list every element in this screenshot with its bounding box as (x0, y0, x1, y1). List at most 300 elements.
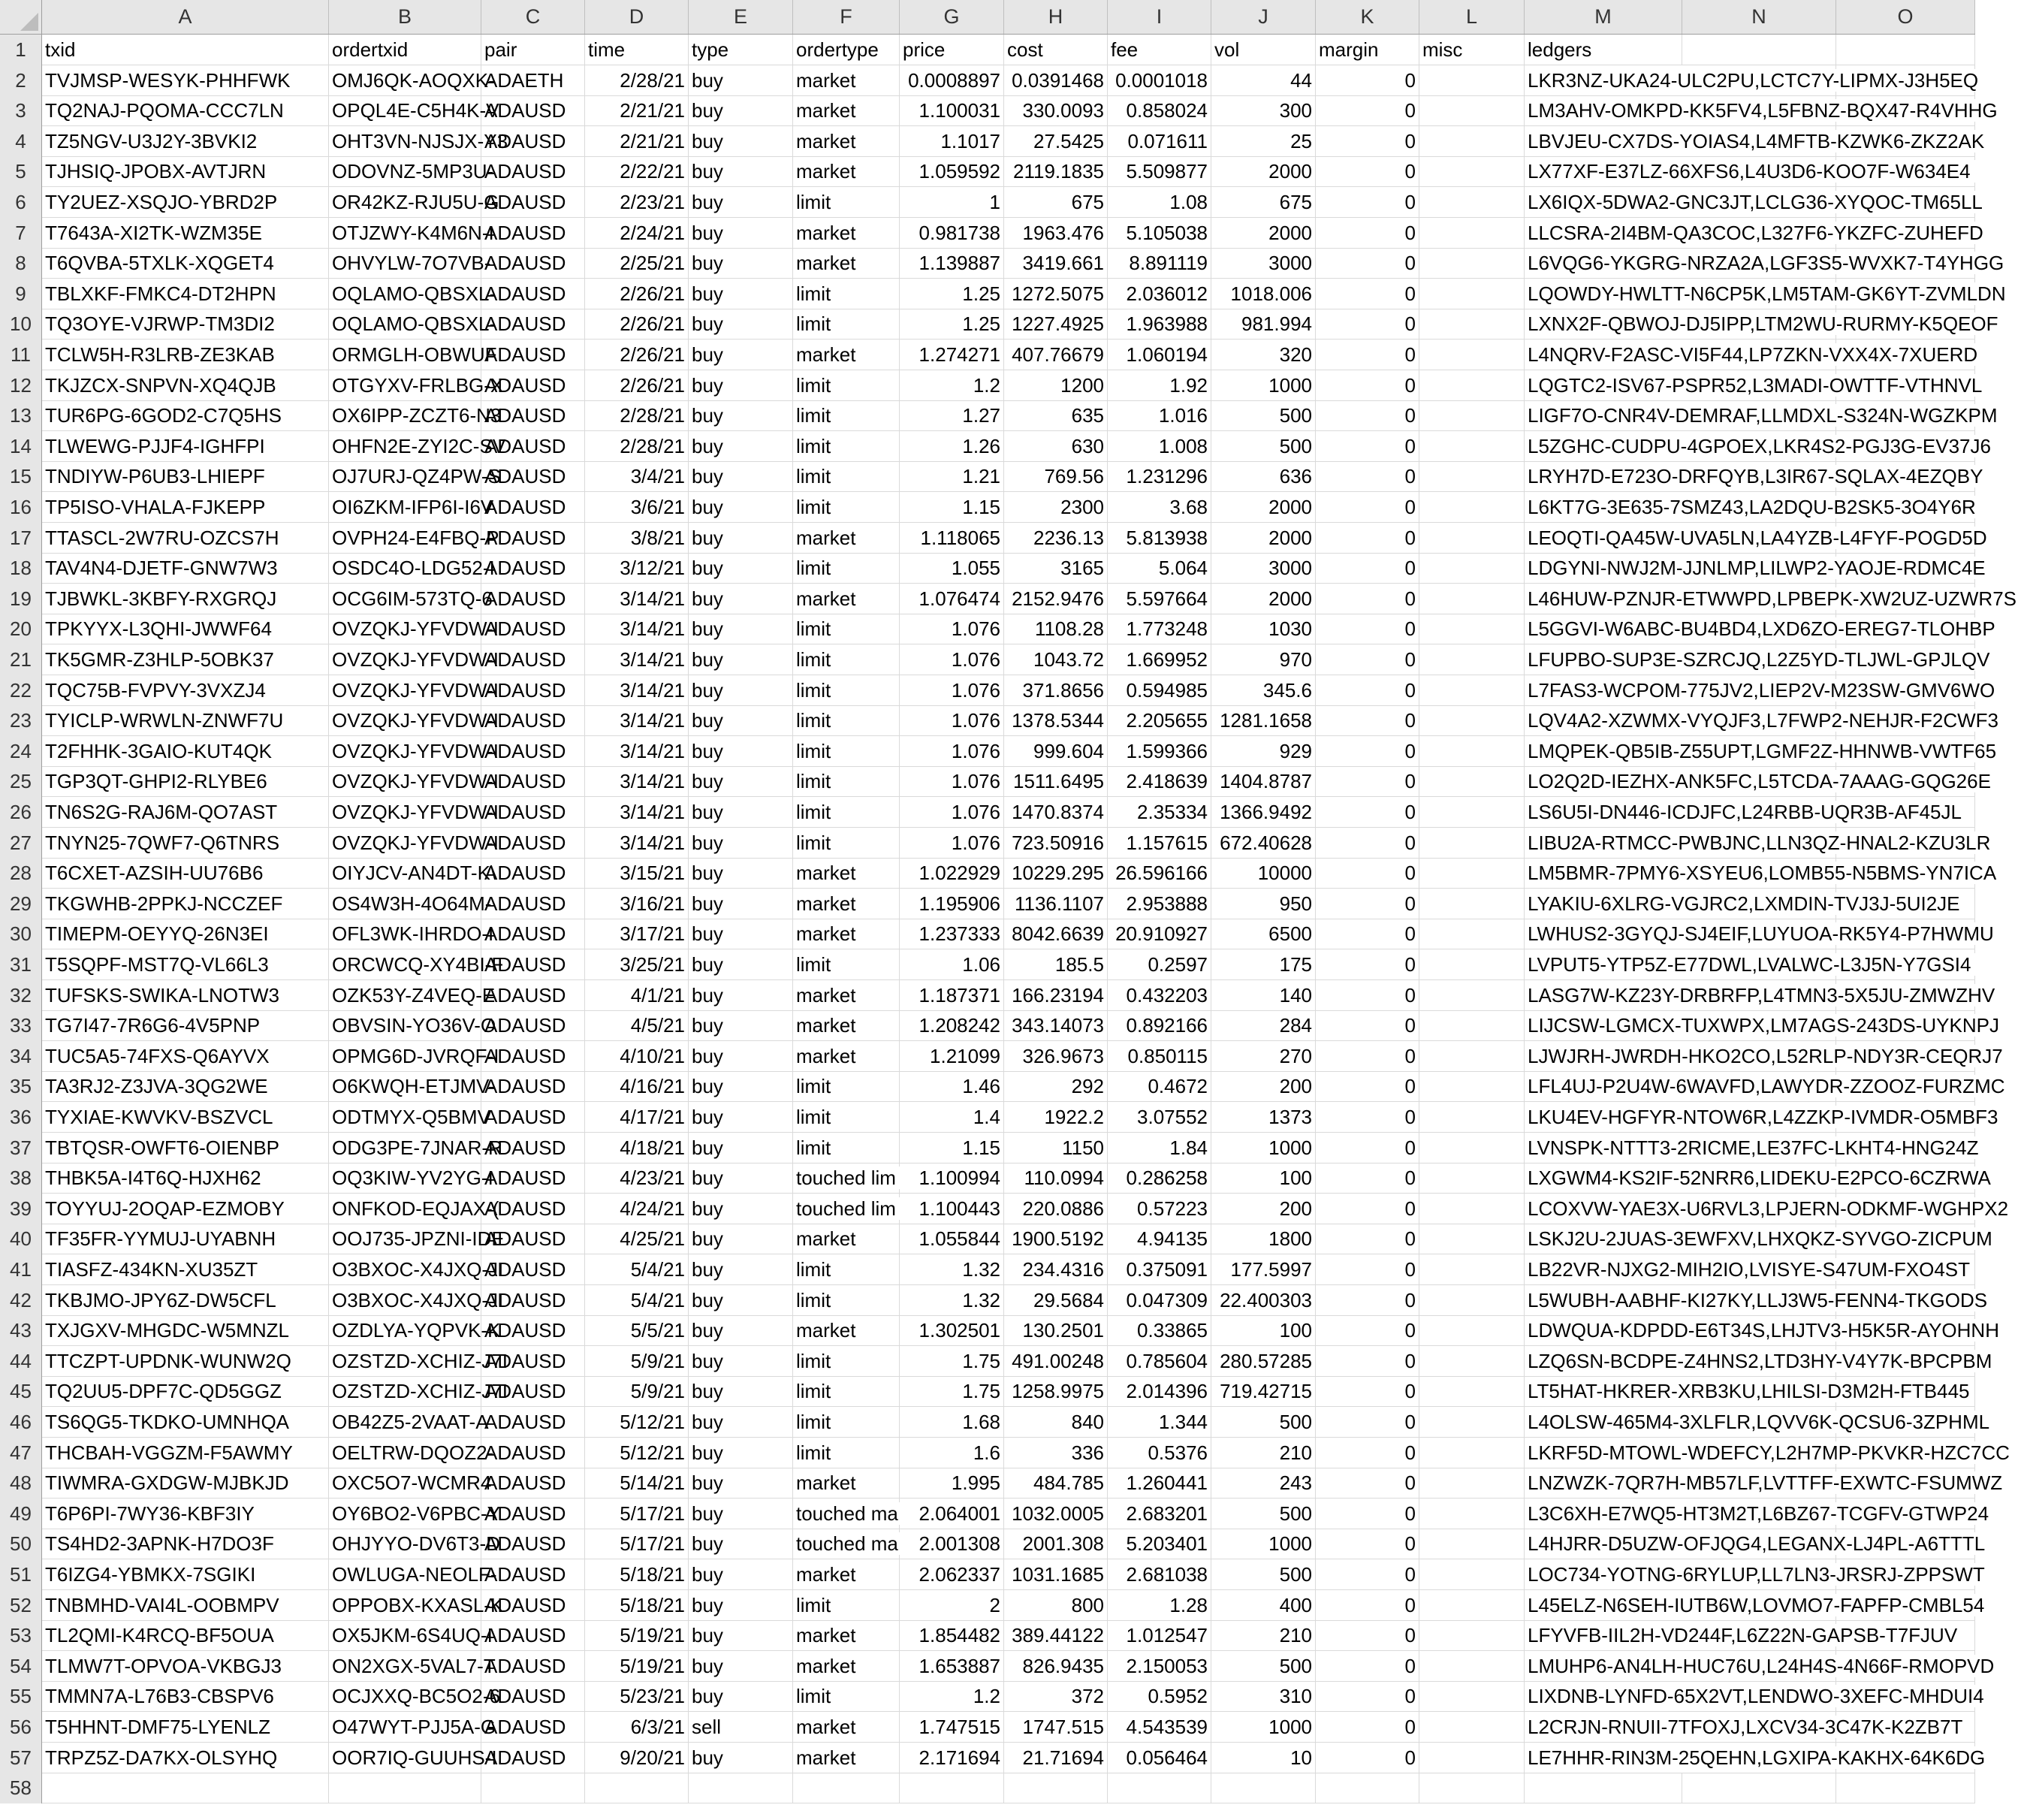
cell-k[interactable]: 0 (1316, 980, 1419, 1010)
cell-c[interactable]: ADAUSD (481, 248, 585, 278)
cell-a[interactable]: T6IZG4-YBMKX-7SGIKI (42, 1559, 329, 1589)
cell-h[interactable]: 1227.4925 (1004, 309, 1108, 339)
cell-b[interactable]: O47WYT-PJJ5A-G (329, 1712, 481, 1742)
cell-h[interactable]: 769.56 (1004, 461, 1108, 491)
cell-c[interactable]: ADAUSD (481, 1559, 585, 1589)
cell-g[interactable]: 1.06 (900, 949, 1004, 979)
cell-k[interactable]: 0 (1316, 1102, 1419, 1132)
cell-h[interactable]: 2001.308 (1004, 1529, 1108, 1559)
cell-m[interactable] (1525, 1468, 2003, 1498)
cell-f[interactable] (793, 1133, 900, 1163)
cell-j[interactable]: 500 (1211, 431, 1316, 461)
cell-k[interactable]: 0 (1316, 644, 1419, 675)
cell-d[interactable]: 3/17/21 (585, 919, 689, 949)
cell-a[interactable]: T2FHHK-3GAIO-KUT4QK (42, 736, 329, 766)
cell-b[interactable]: OVZQKJ-YFVDW-I (329, 828, 481, 858)
row-number[interactable]: 22 (0, 675, 42, 706)
cell-c[interactable]: ADAUSD (481, 980, 585, 1010)
row-number[interactable]: 46 (0, 1407, 42, 1438)
cell-b[interactable]: OZSTZD-XCHIZ-J7I (329, 1376, 481, 1406)
cell-i[interactable]: 1.773248 (1108, 614, 1211, 644)
cell-l[interactable] (1419, 1499, 1525, 1529)
cell-h[interactable]: 0.0391468 (1004, 65, 1108, 95)
cell-b[interactable]: OCJXXQ-BC5O2-6 (329, 1681, 481, 1711)
cell-a[interactable]: TUFSKS-SWIKA-LNOTW3 (42, 980, 329, 1010)
row-number[interactable]: 37 (0, 1133, 42, 1164)
cell-e[interactable]: buy (689, 1438, 793, 1468)
cell-m[interactable] (1525, 797, 1975, 827)
cell-d[interactable]: 5/19/21 (585, 1620, 689, 1650)
cell-m[interactable] (1525, 1010, 1999, 1040)
cell-h[interactable]: 1272.5075 (1004, 279, 1108, 309)
cell-h[interactable]: 2152.9476 (1004, 584, 1108, 614)
cell-h[interactable]: 630 (1004, 431, 1108, 461)
cell-d[interactable]: 4/23/21 (585, 1163, 689, 1193)
cell-a[interactable]: TQ3OYE-VJRWP-TM3DI2 (42, 309, 329, 339)
cell-h[interactable]: 2119.1835 (1004, 156, 1108, 186)
cell-l[interactable] (1419, 95, 1525, 125)
cell-d[interactable]: 5/12/21 (585, 1438, 689, 1468)
cell-d[interactable]: 2/28/21 (585, 400, 689, 430)
cell-j[interactable]: 675 (1211, 187, 1316, 217)
cell-h[interactable]: 723.50916 (1004, 828, 1108, 858)
cell-j[interactable]: 500 (1211, 400, 1316, 430)
cell-b[interactable]: OVZQKJ-YFVDW-I (329, 797, 481, 827)
cell-j[interactable]: 25 (1211, 126, 1316, 156)
cell-k[interactable]: 0 (1316, 705, 1419, 735)
cell-i[interactable]: 5.597664 (1108, 584, 1211, 614)
cell-a[interactable] (42, 1773, 329, 1803)
cell-c[interactable]: ADAUSD (481, 1620, 585, 1650)
column-header-h[interactable]: H (1004, 0, 1108, 34)
cell-l[interactable] (1419, 431, 1525, 461)
cell-e[interactable]: buy (689, 1743, 793, 1773)
cell-b[interactable]: ODG3PE-7JNAR-R (329, 1133, 481, 1163)
row-number[interactable]: 52 (0, 1590, 42, 1621)
header-cell-b[interactable]: ordertxid (329, 35, 481, 65)
row-number[interactable]: 49 (0, 1499, 42, 1529)
cell-a[interactable]: TG7I47-7R6G6-4V5PNP (42, 1010, 329, 1040)
cell-i[interactable]: 0.375091 (1108, 1254, 1211, 1284)
cell-j[interactable]: 1000 (1211, 370, 1316, 400)
cell-e[interactable]: buy (689, 1651, 793, 1681)
header-cell-i[interactable]: fee (1108, 35, 1211, 65)
cell-l[interactable] (1419, 1010, 1525, 1040)
cell-k[interactable]: 0 (1316, 1346, 1419, 1376)
cell-l[interactable] (1419, 1254, 1525, 1284)
cell-e[interactable]: buy (689, 1681, 793, 1711)
cell-e[interactable]: buy (689, 1346, 793, 1376)
cell-b[interactable]: OSDC4O-LDG52-I (329, 553, 481, 583)
cell-h[interactable]: 1963.476 (1004, 218, 1108, 248)
cell-h[interactable]: 336 (1004, 1438, 1108, 1468)
cell-m[interactable] (1525, 1681, 1984, 1711)
row-number[interactable]: 14 (0, 431, 42, 462)
cell-k[interactable]: 0 (1316, 248, 1419, 278)
cell-j[interactable]: 1000 (1211, 1712, 1316, 1742)
cell-j[interactable] (1211, 1773, 1316, 1803)
cell-m[interactable] (1525, 644, 1990, 675)
cell-h[interactable]: 1108.28 (1004, 614, 1108, 644)
cell-l[interactable] (1419, 584, 1525, 614)
cell-d[interactable]: 5/12/21 (585, 1407, 689, 1437)
row-number[interactable]: 24 (0, 736, 42, 767)
cell-b[interactable]: OVZQKJ-YFVDW-I (329, 705, 481, 735)
cell-g[interactable]: 1.995 (900, 1468, 1004, 1498)
row-number[interactable]: 34 (0, 1041, 42, 1072)
cell-m[interactable] (1525, 279, 2006, 309)
cell-d[interactable]: 6/3/21 (585, 1712, 689, 1742)
cell-f[interactable] (793, 889, 900, 919)
cell-m[interactable] (1525, 1315, 1999, 1345)
cell-d[interactable]: 2/28/21 (585, 431, 689, 461)
cell-g[interactable]: 1.747515 (900, 1712, 1004, 1742)
cell-k[interactable]: 0 (1316, 95, 1419, 125)
cell-e[interactable]: buy (689, 400, 793, 430)
cell-a[interactable]: TAV4N4-DJETF-GNW7W3 (42, 553, 329, 583)
cell-k[interactable]: 0 (1316, 187, 1419, 217)
cell-c[interactable] (481, 1773, 585, 1803)
cell-a[interactable]: TTCZPT-UPDNK-WUNW2Q (42, 1346, 329, 1376)
cell-i[interactable]: 3.07552 (1108, 1102, 1211, 1132)
cell-b[interactable]: OJ7URJ-QZ4PW-S (329, 461, 481, 491)
cell-a[interactable]: TIASFZ-434KN-XU35ZT (42, 1254, 329, 1284)
cell-d[interactable]: 3/15/21 (585, 858, 689, 888)
cell-f[interactable] (793, 1468, 900, 1498)
cell-b[interactable]: OVZQKJ-YFVDW-I (329, 644, 481, 675)
cell-i[interactable]: 1.28 (1108, 1590, 1211, 1620)
cell-f[interactable] (793, 1041, 900, 1071)
cell-e[interactable]: buy (689, 1071, 793, 1101)
cell-h[interactable]: 10229.295 (1004, 858, 1108, 888)
cell-i[interactable]: 3.68 (1108, 492, 1211, 522)
cell-l[interactable] (1419, 1773, 1525, 1803)
cell-j[interactable]: 3000 (1211, 248, 1316, 278)
cell-l[interactable] (1419, 766, 1525, 796)
cell-f[interactable] (793, 279, 900, 309)
cell-i[interactable]: 1.231296 (1108, 461, 1211, 491)
cell-f[interactable] (793, 1254, 900, 1284)
cell-i[interactable]: 1.599366 (1108, 736, 1211, 766)
cell-i[interactable]: 4.543539 (1108, 1712, 1211, 1742)
cell-g[interactable]: 2.001308 (900, 1529, 1004, 1559)
cell-c[interactable]: ADAUSD (481, 828, 585, 858)
cell-g[interactable]: 1.100031 (900, 95, 1004, 125)
header-cell-h[interactable]: cost (1004, 35, 1108, 65)
cell-h[interactable]: 491.00248 (1004, 1346, 1108, 1376)
cell-e[interactable]: buy (689, 309, 793, 339)
cell-j[interactable]: 929 (1211, 736, 1316, 766)
cell-d[interactable]: 3/14/21 (585, 797, 689, 827)
cell-c[interactable]: ADAUSD (481, 461, 585, 491)
cell-g[interactable]: 1.100994 (900, 1163, 1004, 1193)
cell-j[interactable]: 2000 (1211, 584, 1316, 614)
cell-d[interactable]: 2/25/21 (585, 248, 689, 278)
cell-e[interactable]: buy (689, 523, 793, 553)
cell-h[interactable]: 389.44122 (1004, 1620, 1108, 1650)
cell-a[interactable]: TQ2UU5-DPF7C-QD5GGZ (42, 1376, 329, 1406)
cell-a[interactable]: TY2UEZ-XSQJO-YBRD2P (42, 187, 329, 217)
cell-l[interactable] (1419, 1743, 1525, 1773)
row-number[interactable]: 31 (0, 949, 42, 980)
cell-a[interactable]: TKJZCX-SNPVN-XQ4QJB (42, 370, 329, 400)
cell-h[interactable]: 1150 (1004, 1133, 1108, 1163)
cell-k[interactable]: 0 (1316, 1133, 1419, 1163)
cell-j[interactable]: 400 (1211, 1590, 1316, 1620)
cell-d[interactable] (585, 1773, 689, 1803)
cell-k[interactable]: 0 (1316, 766, 1419, 796)
cell-f[interactable] (793, 1346, 900, 1376)
cell-l[interactable] (1419, 1712, 1525, 1742)
cell-d[interactable]: 4/24/21 (585, 1194, 689, 1224)
cell-c[interactable]: ADAUSD (481, 766, 585, 796)
cell-e[interactable]: buy (689, 248, 793, 278)
cell-l[interactable] (1419, 1651, 1525, 1681)
cell-j[interactable]: 100 (1211, 1315, 1316, 1345)
cell-j[interactable]: 2000 (1211, 218, 1316, 248)
cell-m[interactable] (1525, 614, 1995, 644)
cell-i[interactable]: 2.681038 (1108, 1559, 1211, 1589)
row-number[interactable]: 11 (0, 340, 42, 370)
cell-g[interactable]: 1 (900, 187, 1004, 217)
cell-c[interactable]: ADAUSD (481, 1529, 585, 1559)
cell-k[interactable]: 0 (1316, 126, 1419, 156)
cell-a[interactable]: THCBAH-VGGZM-F5AWMY (42, 1438, 329, 1468)
cell-f[interactable] (793, 95, 900, 125)
cell-l[interactable] (1419, 1681, 1525, 1711)
cell-f[interactable] (793, 248, 900, 278)
cell-f[interactable] (793, 1376, 900, 1406)
row-number[interactable]: 26 (0, 797, 42, 828)
cell-d[interactable]: 3/14/21 (585, 584, 689, 614)
cell-m[interactable] (1525, 584, 2017, 614)
cell-d[interactable]: 3/14/21 (585, 766, 689, 796)
cell-a[interactable]: TYXIAE-KWVKV-BSZVCL (42, 1102, 329, 1132)
cell-m[interactable] (1525, 1285, 1988, 1315)
cell-c[interactable]: ADAUSD (481, 1315, 585, 1345)
cell-i[interactable]: 0.33865 (1108, 1315, 1211, 1345)
column-header-k[interactable]: K (1316, 0, 1419, 34)
cell-j[interactable]: 345.6 (1211, 675, 1316, 705)
cell-j[interactable]: 1030 (1211, 614, 1316, 644)
cell-a[interactable]: TP5ISO-VHALA-FJKEPP (42, 492, 329, 522)
cell-e[interactable]: buy (689, 1590, 793, 1620)
cell-a[interactable]: T6CXET-AZSIH-UU76B6 (42, 858, 329, 888)
cell-d[interactable]: 2/26/21 (585, 309, 689, 339)
cell-m[interactable] (1525, 461, 1983, 491)
cell-i[interactable]: 1.344 (1108, 1407, 1211, 1437)
cell-g[interactable]: 1.076 (900, 736, 1004, 766)
cell-m[interactable] (1525, 736, 1997, 766)
cell-l[interactable] (1419, 919, 1525, 949)
cell-a[interactable]: TJBWKL-3KBFY-RXGRQJ (42, 584, 329, 614)
cell-c[interactable]: ADAUSD (481, 218, 585, 248)
cell-i[interactable]: 1.157615 (1108, 828, 1211, 858)
header-cell-g[interactable]: price (900, 35, 1004, 65)
cell-c[interactable]: ADAUSD (481, 1071, 585, 1101)
cell-k[interactable]: 0 (1316, 156, 1419, 186)
cell-g[interactable]: 1.302501 (900, 1315, 1004, 1345)
column-header-o[interactable]: O (1836, 0, 1975, 34)
cell-l[interactable] (1419, 218, 1525, 248)
cell-c[interactable]: ADAUSD (481, 584, 585, 614)
cell-h[interactable]: 407.76679 (1004, 340, 1108, 370)
row-number[interactable]: 32 (0, 980, 42, 1011)
cell-i[interactable]: 0.57223 (1108, 1194, 1211, 1224)
cell-c[interactable]: ADAUSD (481, 1438, 585, 1468)
cell-b[interactable]: O3BXOC-X4JXQ-JI (329, 1254, 481, 1284)
cell-f[interactable] (793, 400, 900, 430)
cell-g[interactable]: 1.076 (900, 614, 1004, 644)
cell-e[interactable]: buy (689, 828, 793, 858)
cell-m[interactable] (1525, 919, 1994, 949)
cell-i[interactable]: 2.418639 (1108, 766, 1211, 796)
cell-m[interactable] (1525, 248, 2004, 278)
cell-f[interactable] (793, 65, 900, 95)
cell-i[interactable]: 1.060194 (1108, 340, 1211, 370)
cell-j[interactable]: 2000 (1211, 492, 1316, 522)
cell-d[interactable]: 4/10/21 (585, 1041, 689, 1071)
cell-f[interactable] (793, 1590, 900, 1620)
cell-d[interactable]: 2/23/21 (585, 187, 689, 217)
cell-f[interactable] (793, 156, 900, 186)
cell-g[interactable]: 1.21 (900, 461, 1004, 491)
cell-k[interactable]: 0 (1316, 1254, 1419, 1284)
cell-m[interactable] (1525, 1438, 2010, 1468)
row-number[interactable]: 42 (0, 1285, 42, 1316)
cell-b[interactable]: OVZQKJ-YFVDW-I (329, 736, 481, 766)
cell-d[interactable]: 2/26/21 (585, 340, 689, 370)
cell-l[interactable] (1419, 1102, 1525, 1132)
cell-m[interactable] (1525, 218, 1983, 248)
cell-c[interactable]: ADAUSD (481, 95, 585, 125)
cell-f[interactable] (793, 523, 900, 553)
cell-j[interactable]: 1281.1658 (1211, 705, 1316, 735)
cell-g[interactable]: 2.062337 (900, 1559, 1004, 1589)
cell-j[interactable]: 500 (1211, 1407, 1316, 1437)
cell-c[interactable]: ADAUSD (481, 736, 585, 766)
cell-f[interactable] (793, 919, 900, 949)
cell-g[interactable]: 1.32 (900, 1254, 1004, 1284)
row-number[interactable]: 41 (0, 1254, 42, 1285)
cell-e[interactable]: buy (689, 705, 793, 735)
cell-a[interactable]: T6P6PI-7WY36-KBF3IY (42, 1499, 329, 1529)
cell-m[interactable] (1525, 1407, 1990, 1437)
cell-i[interactable]: 1.963988 (1108, 309, 1211, 339)
cell-l[interactable] (1419, 1529, 1525, 1559)
cell-f[interactable] (793, 828, 900, 858)
cell-i[interactable]: 2.683201 (1108, 1499, 1211, 1529)
cell-a[interactable]: TRPZ5Z-DA7KX-OLSYHQ (42, 1743, 329, 1773)
cell-c[interactable]: ADAUSD (481, 1346, 585, 1376)
cell-m[interactable] (1525, 980, 1995, 1010)
cell-d[interactable]: 5/4/21 (585, 1285, 689, 1315)
cell-a[interactable]: TNYN25-7QWF7-Q6TNRS (42, 828, 329, 858)
cell-h[interactable]: 8042.6639 (1004, 919, 1108, 949)
cell-l[interactable] (1419, 340, 1525, 370)
cell-c[interactable]: ADAUSD (481, 1681, 585, 1711)
cell-l[interactable] (1419, 1438, 1525, 1468)
row-number[interactable]: 3 (0, 95, 42, 126)
cell-e[interactable]: buy (689, 919, 793, 949)
cell-f[interactable] (793, 187, 900, 217)
cell-m[interactable] (1525, 1376, 1975, 1406)
cell-g[interactable]: 1.2 (900, 370, 1004, 400)
header-cell-c[interactable]: pair (481, 35, 585, 65)
column-header-j[interactable]: J (1211, 0, 1316, 34)
cell-c[interactable]: ADAUSD (481, 1468, 585, 1498)
cell-f[interactable] (793, 797, 900, 827)
cell-d[interactable]: 5/18/21 (585, 1590, 689, 1620)
row-number[interactable]: 38 (0, 1163, 42, 1194)
row-number[interactable]: 57 (0, 1743, 42, 1773)
row-number[interactable]: 8 (0, 248, 42, 279)
cell-a[interactable]: T7643A-XI2TK-WZM35E (42, 218, 329, 248)
cell-a[interactable]: TZ5NGV-U3J2Y-3BVKI2 (42, 126, 329, 156)
row-number[interactable]: 4 (0, 126, 42, 157)
cell-d[interactable]: 3/8/21 (585, 523, 689, 553)
cell-b[interactable]: O3BXOC-X4JXQ-JI (329, 1285, 481, 1315)
cell-c[interactable]: ADAUSD (481, 1010, 585, 1040)
cell-a[interactable]: TIMEPM-OEYYQ-26N3EI (42, 919, 329, 949)
cell-h[interactable]: 3165 (1004, 553, 1108, 583)
cell-a[interactable]: TCLW5H-R3LRB-ZE3KAB (42, 340, 329, 370)
cell-e[interactable]: buy (689, 614, 793, 644)
cell-h[interactable]: 292 (1004, 1071, 1108, 1101)
cell-k[interactable]: 0 (1316, 370, 1419, 400)
cell-e[interactable]: buy (689, 797, 793, 827)
cell-g[interactable]: 1.15 (900, 492, 1004, 522)
cell-j[interactable]: 320 (1211, 340, 1316, 370)
cell-j[interactable]: 1800 (1211, 1224, 1316, 1254)
column-header-n[interactable]: N (1682, 0, 1836, 34)
cell-c[interactable]: ADAUSD (481, 1651, 585, 1681)
cell-e[interactable]: buy (689, 1041, 793, 1071)
cell-m[interactable] (1525, 492, 1975, 522)
cell-c[interactable]: ADAUSD (481, 523, 585, 553)
cell-f[interactable] (793, 1407, 900, 1437)
cell-k[interactable]: 0 (1316, 1194, 1419, 1224)
cell-b[interactable]: OB42Z5-2VAAT-A (329, 1407, 481, 1437)
cell-g[interactable]: 1.237333 (900, 919, 1004, 949)
cell-h[interactable]: 110.0994 (1004, 1163, 1108, 1193)
cell-c[interactable]: ADAUSD (481, 1499, 585, 1529)
cell-b[interactable]: OVPH24-E4FBQ-P (329, 523, 481, 553)
cell-b[interactable]: ORMGLH-OBWUF (329, 340, 481, 370)
cell-c[interactable]: ADAUSD (481, 1376, 585, 1406)
cell-l[interactable] (1419, 1620, 1525, 1650)
cell-h[interactable]: 330.0093 (1004, 95, 1108, 125)
cell-h[interactable]: 1900.5192 (1004, 1224, 1108, 1254)
cell-b[interactable]: O6KWQH-ETJMV- (329, 1071, 481, 1101)
cell-e[interactable]: buy (689, 279, 793, 309)
cell-l[interactable] (1419, 1376, 1525, 1406)
cell-k[interactable]: 0 (1316, 858, 1419, 888)
cell-i[interactable]: 2.35334 (1108, 797, 1211, 827)
cell-l[interactable] (1419, 1071, 1525, 1101)
cell-e[interactable]: buy (689, 949, 793, 979)
cell-j[interactable]: 177.5997 (1211, 1254, 1316, 1284)
cell-j[interactable]: 500 (1211, 1499, 1316, 1529)
cell-e[interactable]: buy (689, 1010, 793, 1040)
row-number[interactable]: 5 (0, 156, 42, 187)
cell-h[interactable]: 635 (1004, 400, 1108, 430)
cell-i[interactable]: 0.286258 (1108, 1163, 1211, 1193)
cell-k[interactable]: 0 (1316, 919, 1419, 949)
cell-j[interactable]: 280.57285 (1211, 1346, 1316, 1376)
row-number[interactable]: 56 (0, 1712, 42, 1743)
cell-m[interactable] (1525, 889, 1975, 919)
